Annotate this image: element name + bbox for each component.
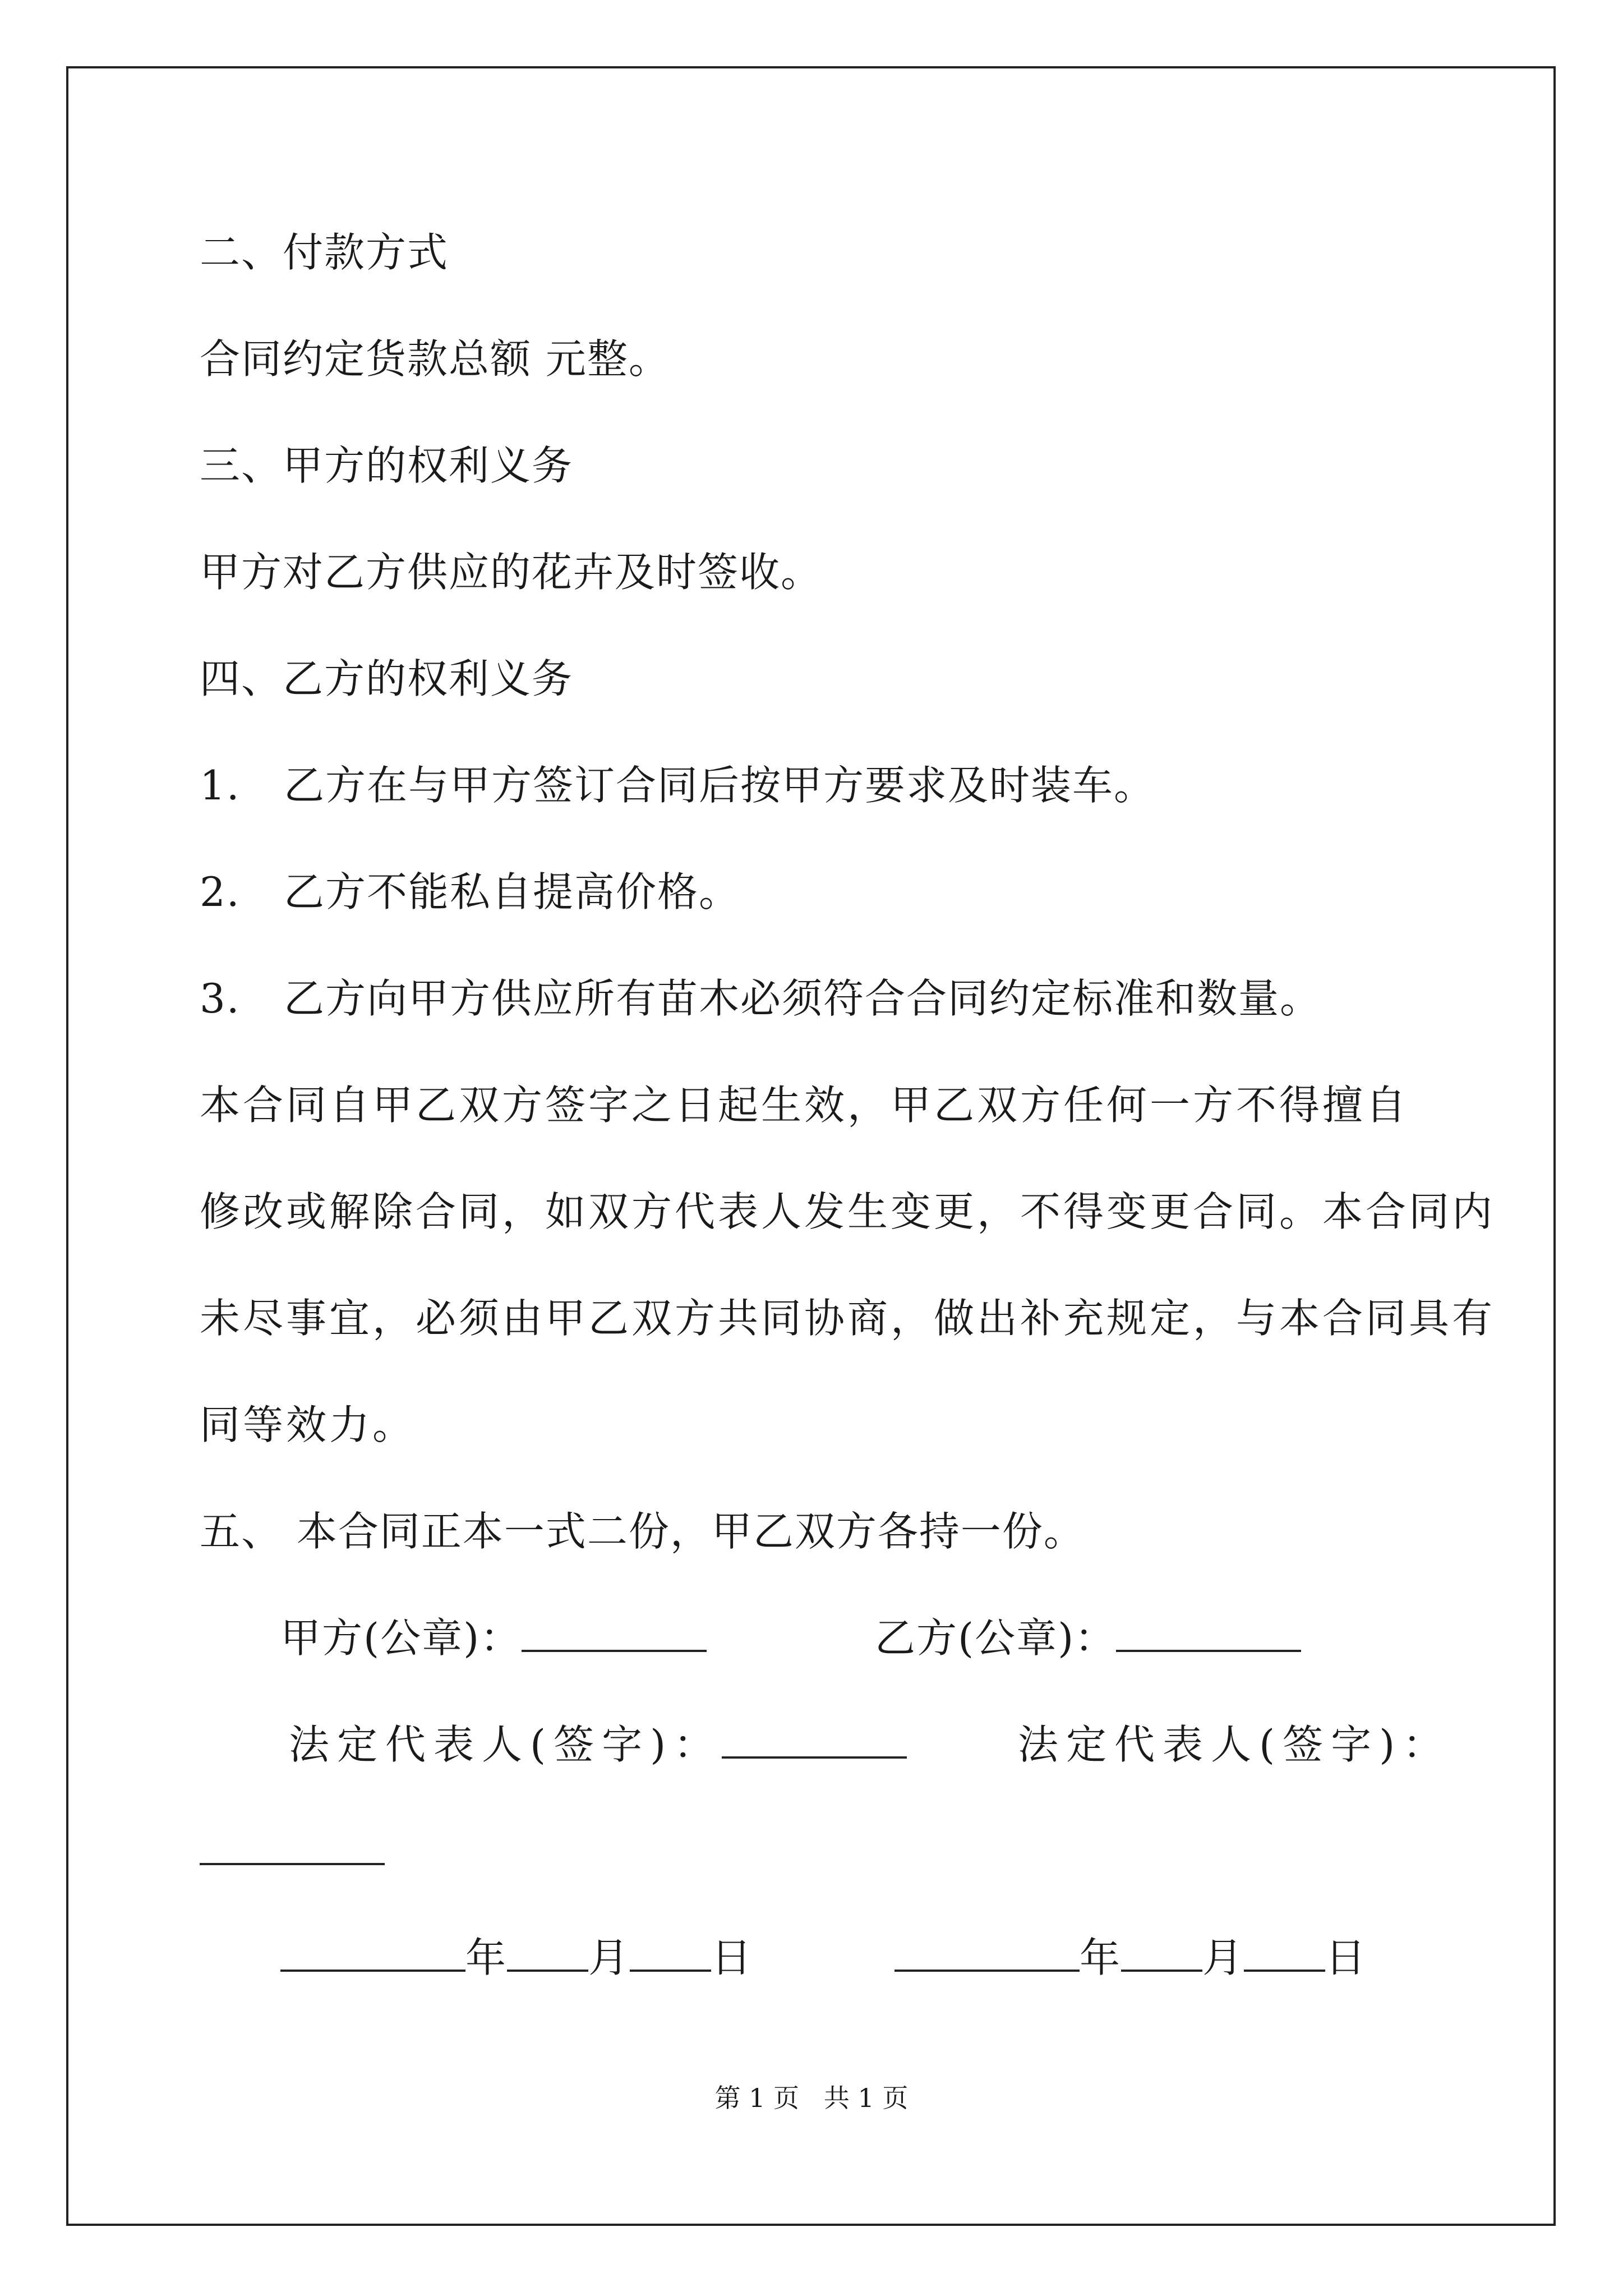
day-blank (1244, 1935, 1325, 1972)
day-blank (630, 1935, 711, 1972)
section4-item (200, 864, 740, 920)
month-label: 月 (588, 1934, 630, 1981)
party-b-seal (875, 1610, 1301, 1666)
month-blank (507, 1935, 588, 1972)
party-a-date (280, 1930, 753, 1986)
party-b-rep (1018, 1717, 1451, 1773)
party-b-rep-continuation (200, 1823, 385, 1879)
party-a-rep-blank (722, 1722, 907, 1759)
party-b-rep-blank (200, 1828, 385, 1865)
year-label: 年 (1080, 1934, 1122, 1981)
section4-heading: 四、乙方的权利义务 (200, 655, 574, 702)
month-blank (1121, 1935, 1202, 1972)
item-text: 乙方在与甲方签订合同后按甲方要求及时装车。 (284, 762, 1156, 809)
party-b-seal-label: 乙方(公章)： (875, 1614, 1117, 1662)
page-number-footer: 第 1 页 共 1 页 (714, 2083, 909, 2113)
party-b-seal-blank (1116, 1615, 1301, 1652)
validity-paragraph-line: 同等效力。 (200, 1401, 416, 1448)
validity-paragraph-line: 修改或解除合同，如双方代表人发生变更，不得变更合同。本合同内 (200, 1188, 1496, 1235)
year-label: 年 (465, 1934, 508, 1981)
section5-text: 五、 本合同正本一式二份，甲乙双方各持一份。 (200, 1508, 1085, 1555)
item-text: 乙方向甲方供应所有苗木必须符合合同约定标准和数量。 (284, 975, 1322, 1022)
validity-paragraph-line: 未尽事宜，必须由甲乙双方共同协商，做出补充规定，与本合同具有 (200, 1295, 1496, 1342)
month-label: 月 (1202, 1934, 1244, 1981)
section2-text: 合同约定货款总额 元整。 (200, 335, 670, 383)
party-a-seal-blank (522, 1615, 707, 1652)
page-border (66, 66, 1556, 2226)
validity-paragraph-line: 本合同自甲乙双方签字之日起生效，甲乙双方任何一方不得擅自 (200, 1082, 1409, 1129)
party-a-seal-label: 甲方(公章)： (280, 1614, 522, 1662)
party-b-rep-label: 法定代表人(签字)： (1018, 1721, 1451, 1768)
day-label: 日 (1325, 1934, 1367, 1981)
party-a-seal (280, 1610, 707, 1666)
section3-text: 甲方对乙方供应的花卉及时签收。 (200, 549, 823, 596)
item-text: 乙方不能私自提高价格。 (284, 868, 741, 915)
party-b-date (895, 1930, 1367, 1986)
section3-heading: 三、甲方的权利义务 (200, 442, 574, 489)
section2-heading: 二、付款方式 (200, 229, 449, 276)
section4-item (200, 970, 1321, 1027)
section4-item (200, 757, 1155, 813)
item-number: 1. (200, 762, 241, 809)
item-number: 2. (200, 868, 241, 915)
year-blank (895, 1935, 1080, 1972)
party-a-rep (289, 1717, 907, 1773)
year-blank (280, 1935, 465, 1972)
day-label: 日 (711, 1934, 753, 1981)
party-a-rep-label: 法定代表人(签字)： (289, 1721, 722, 1768)
item-number: 3. (200, 975, 241, 1022)
